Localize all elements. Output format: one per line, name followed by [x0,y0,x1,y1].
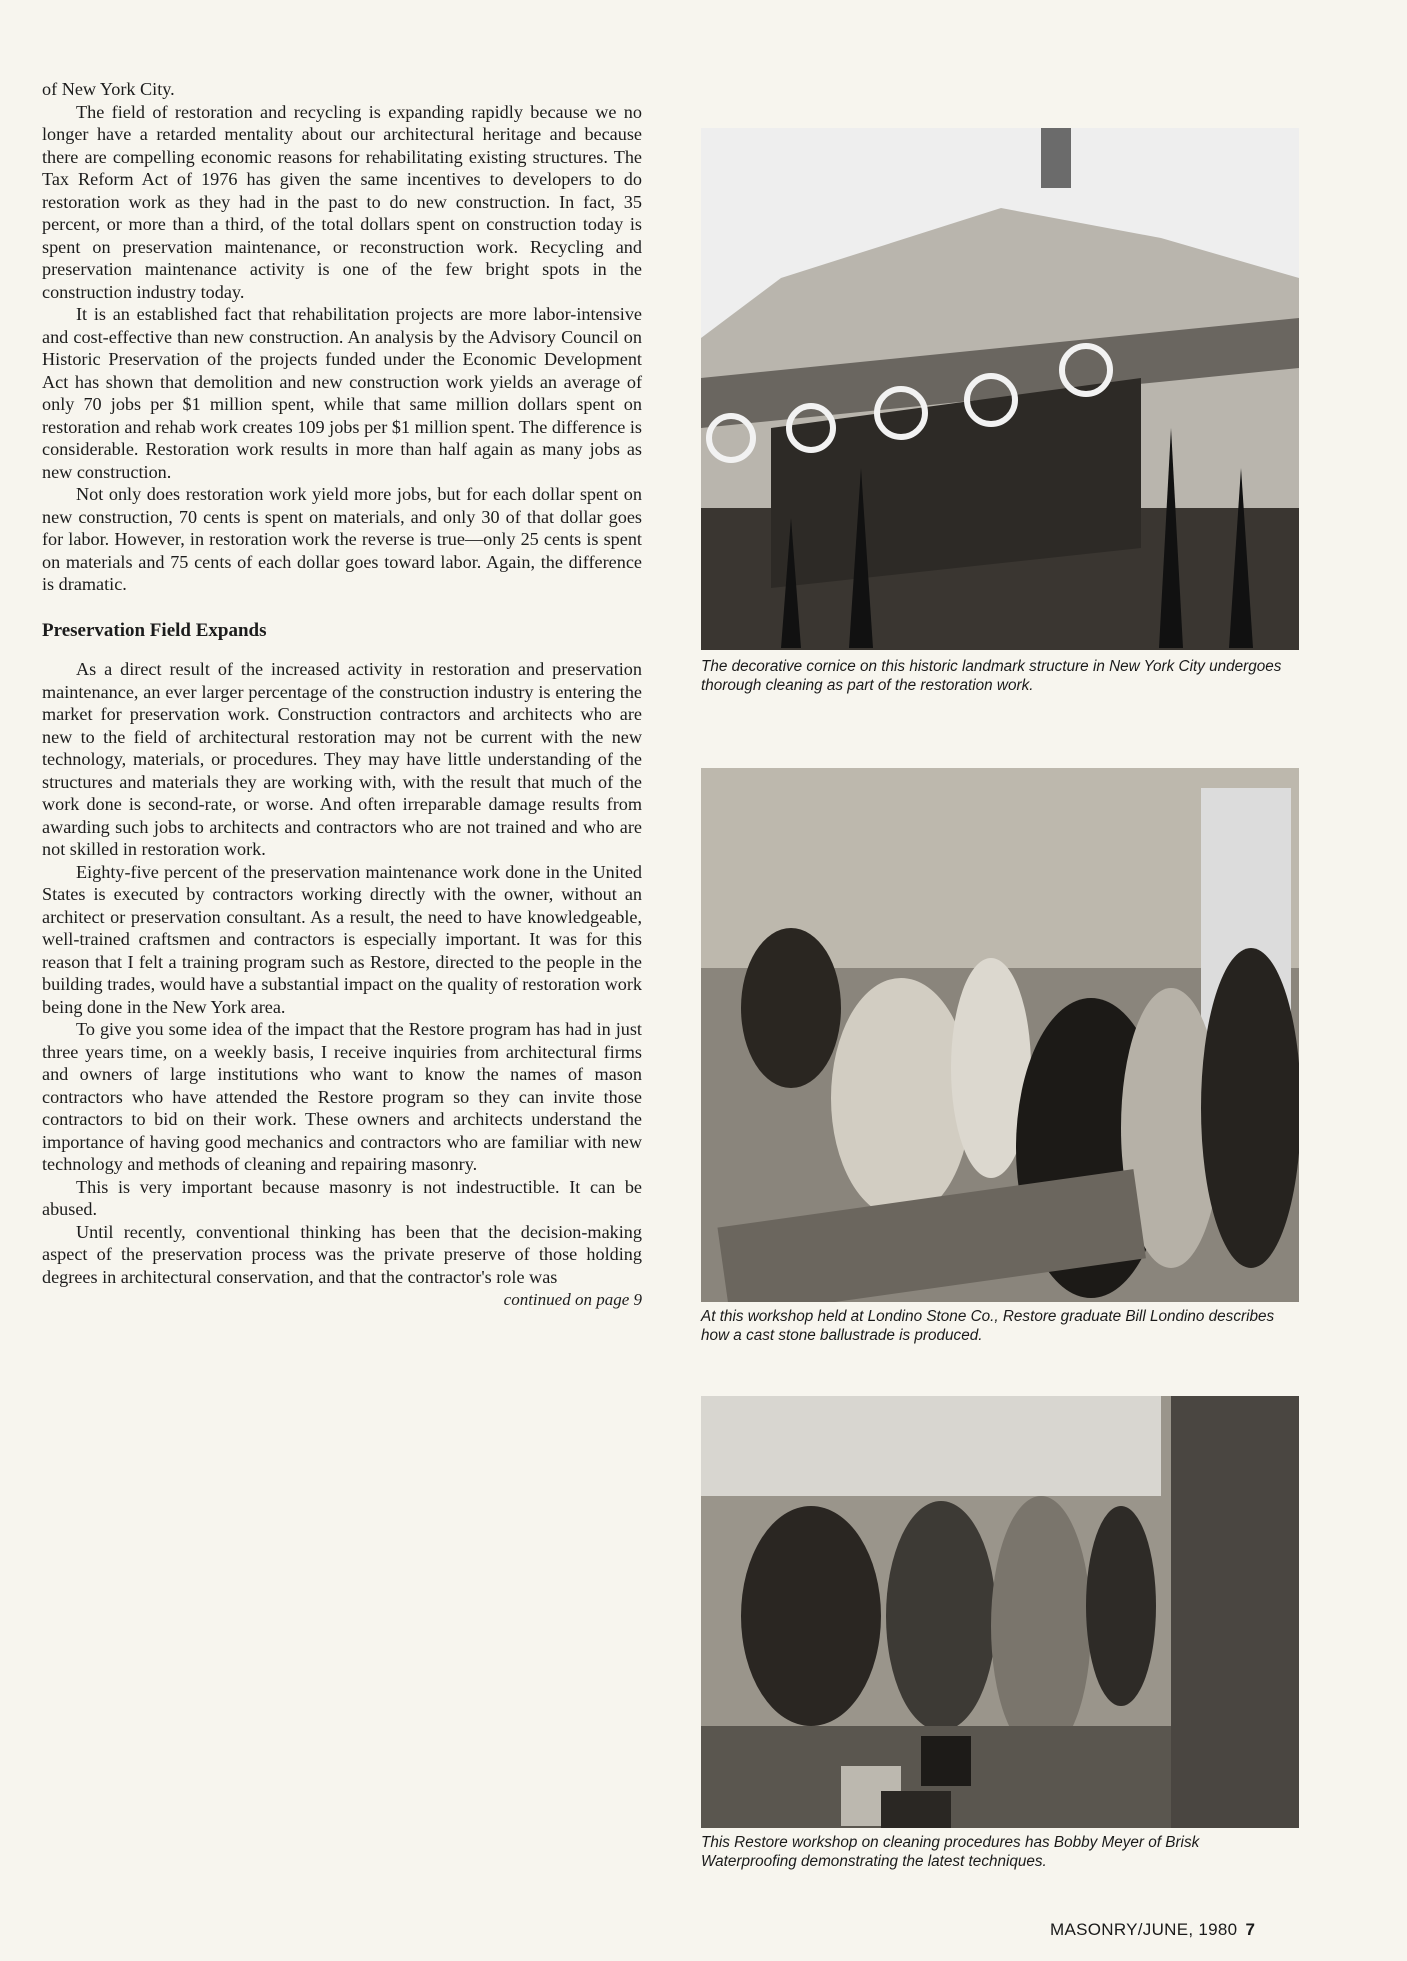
article-paragraph: This is very important because masonry is not indestructible. It can be abused. [42,1176,642,1219]
page-footer [1050,1920,1255,1940]
article-paragraph: To give you some idea of the impact that the Restore program has had in just three years time, on a weekly basis, I receive inquiries from architectural firms and owners of large institutions who want to know the names of mason contractors who have attended the Restore program so they can invite those contractors to bid on their work. These owners and architects understand the importance of having good mechanics and contractors who are familiar with new technology and methods of cleaning and repairing masonry. [42,1019,642,1174]
article-paragraph: Not only does restoration work yield more jobs, but for each dollar spent on new construction, 70 cents is spent on materials, and only 30 of that dollar goes for labor. However, in restoration work the reverse is true—only 25 cents is spent on materials and 75 cents of each dollar goes toward labor. Again, the difference is dramatic. [42,484,642,594]
article-body [42,78,642,1312]
article-paragraph: As a direct result of the increased activity in restoration and preservation maintenance, an ever larger percentage of the construction industry is entering the market for preservation work. Construction contractors and architects who are new to the field of architectural restoration may not be current with the new technology, materials, or procedures. They may have little understanding of the structures and materials they are working with, with the result that much of the work done is second-rate, or worse. And often irreparable damage results from awarding such jobs to architects and contractors who are not trained and who are not skilled in restoration work. [42,659,642,859]
publication-line: MASONRY/JUNE, 1980 [1050,1920,1238,1939]
cornice-photo-icon [701,128,1299,650]
article-paragraph: It is an established fact that rehabilitation projects are more labor-intensive and cost-effective than new construction. An analysis by the Advisory Council on Historic Preservation of the projects funded under the Economic Development Act has shown that demolition and new construction work yields an average of only 70 jobs per $1 million spent, while that same million dollars spent on restoration and rehab work creates 109 jobs per $1 million spent. The difference is considerable. Restoration work results in more than half again as many jobs as new construction. [42,304,642,482]
page-number: 7 [1245,1920,1256,1939]
photo-caption: At this workshop held at Londino Stone Co., Restore graduate Bill Londino describes how a cast stone ballustrade is produced. [701,1308,1275,1344]
workshop-group-photo-icon [701,768,1299,1302]
article-paragraph: of New York City. [42,79,175,99]
article-paragraph: Eighty-five percent of the preservation maintenance work done in the United States is executed by contractors working directly with the owner, without an architect or preservation consultant. As a result, the need to have knowledgeable, well-trained craftsmen and contractors is especially important. It was for this reason that I felt a training program such as Restore, directed to the people in the building trades, would have a substantial impact on the quality of restoration work being done in the New York area. [42,861,642,1017]
cleaning-demo-photo-icon [701,1396,1299,1828]
photo-caption: The decorative cornice on this historic landmark structure in New York City undergoes thorough cleaning as part of the restoration work. [701,658,1282,694]
photo-caption: This Restore workshop on cleaning procedures has Bobby Meyer of Brisk Waterproofing demonstrating the latest techniques. [701,1834,1200,1870]
section-heading: Preservation Field Expands [42,619,267,641]
article-paragraph: The field of restoration and recycling is expanding rapidly because we no longer have a retarded mentality about our architectural heritage and because there are compelling economic reasons for rehabilitating existing structures. The Tax Reform Act of 1976 has given the same incentives to developers to do restoration work as they had in the past to do new construction. In fact, 35 percent, or more than a third, of the total dollars spent on construction today is spent on preservation maintenance, or reconstruction work. Recycling and preservation maintenance activity is one of the few bright spots in the construction industry today. [42,101,642,302]
continued-note: continued on page 9 [503,1290,642,1309]
article-paragraph: Until recently, conventional thinking has been that the decision-making aspect of the preservation process was the private preserve of those holding degrees in architectural conservation, and that the contractor's role was [42,1221,642,1287]
